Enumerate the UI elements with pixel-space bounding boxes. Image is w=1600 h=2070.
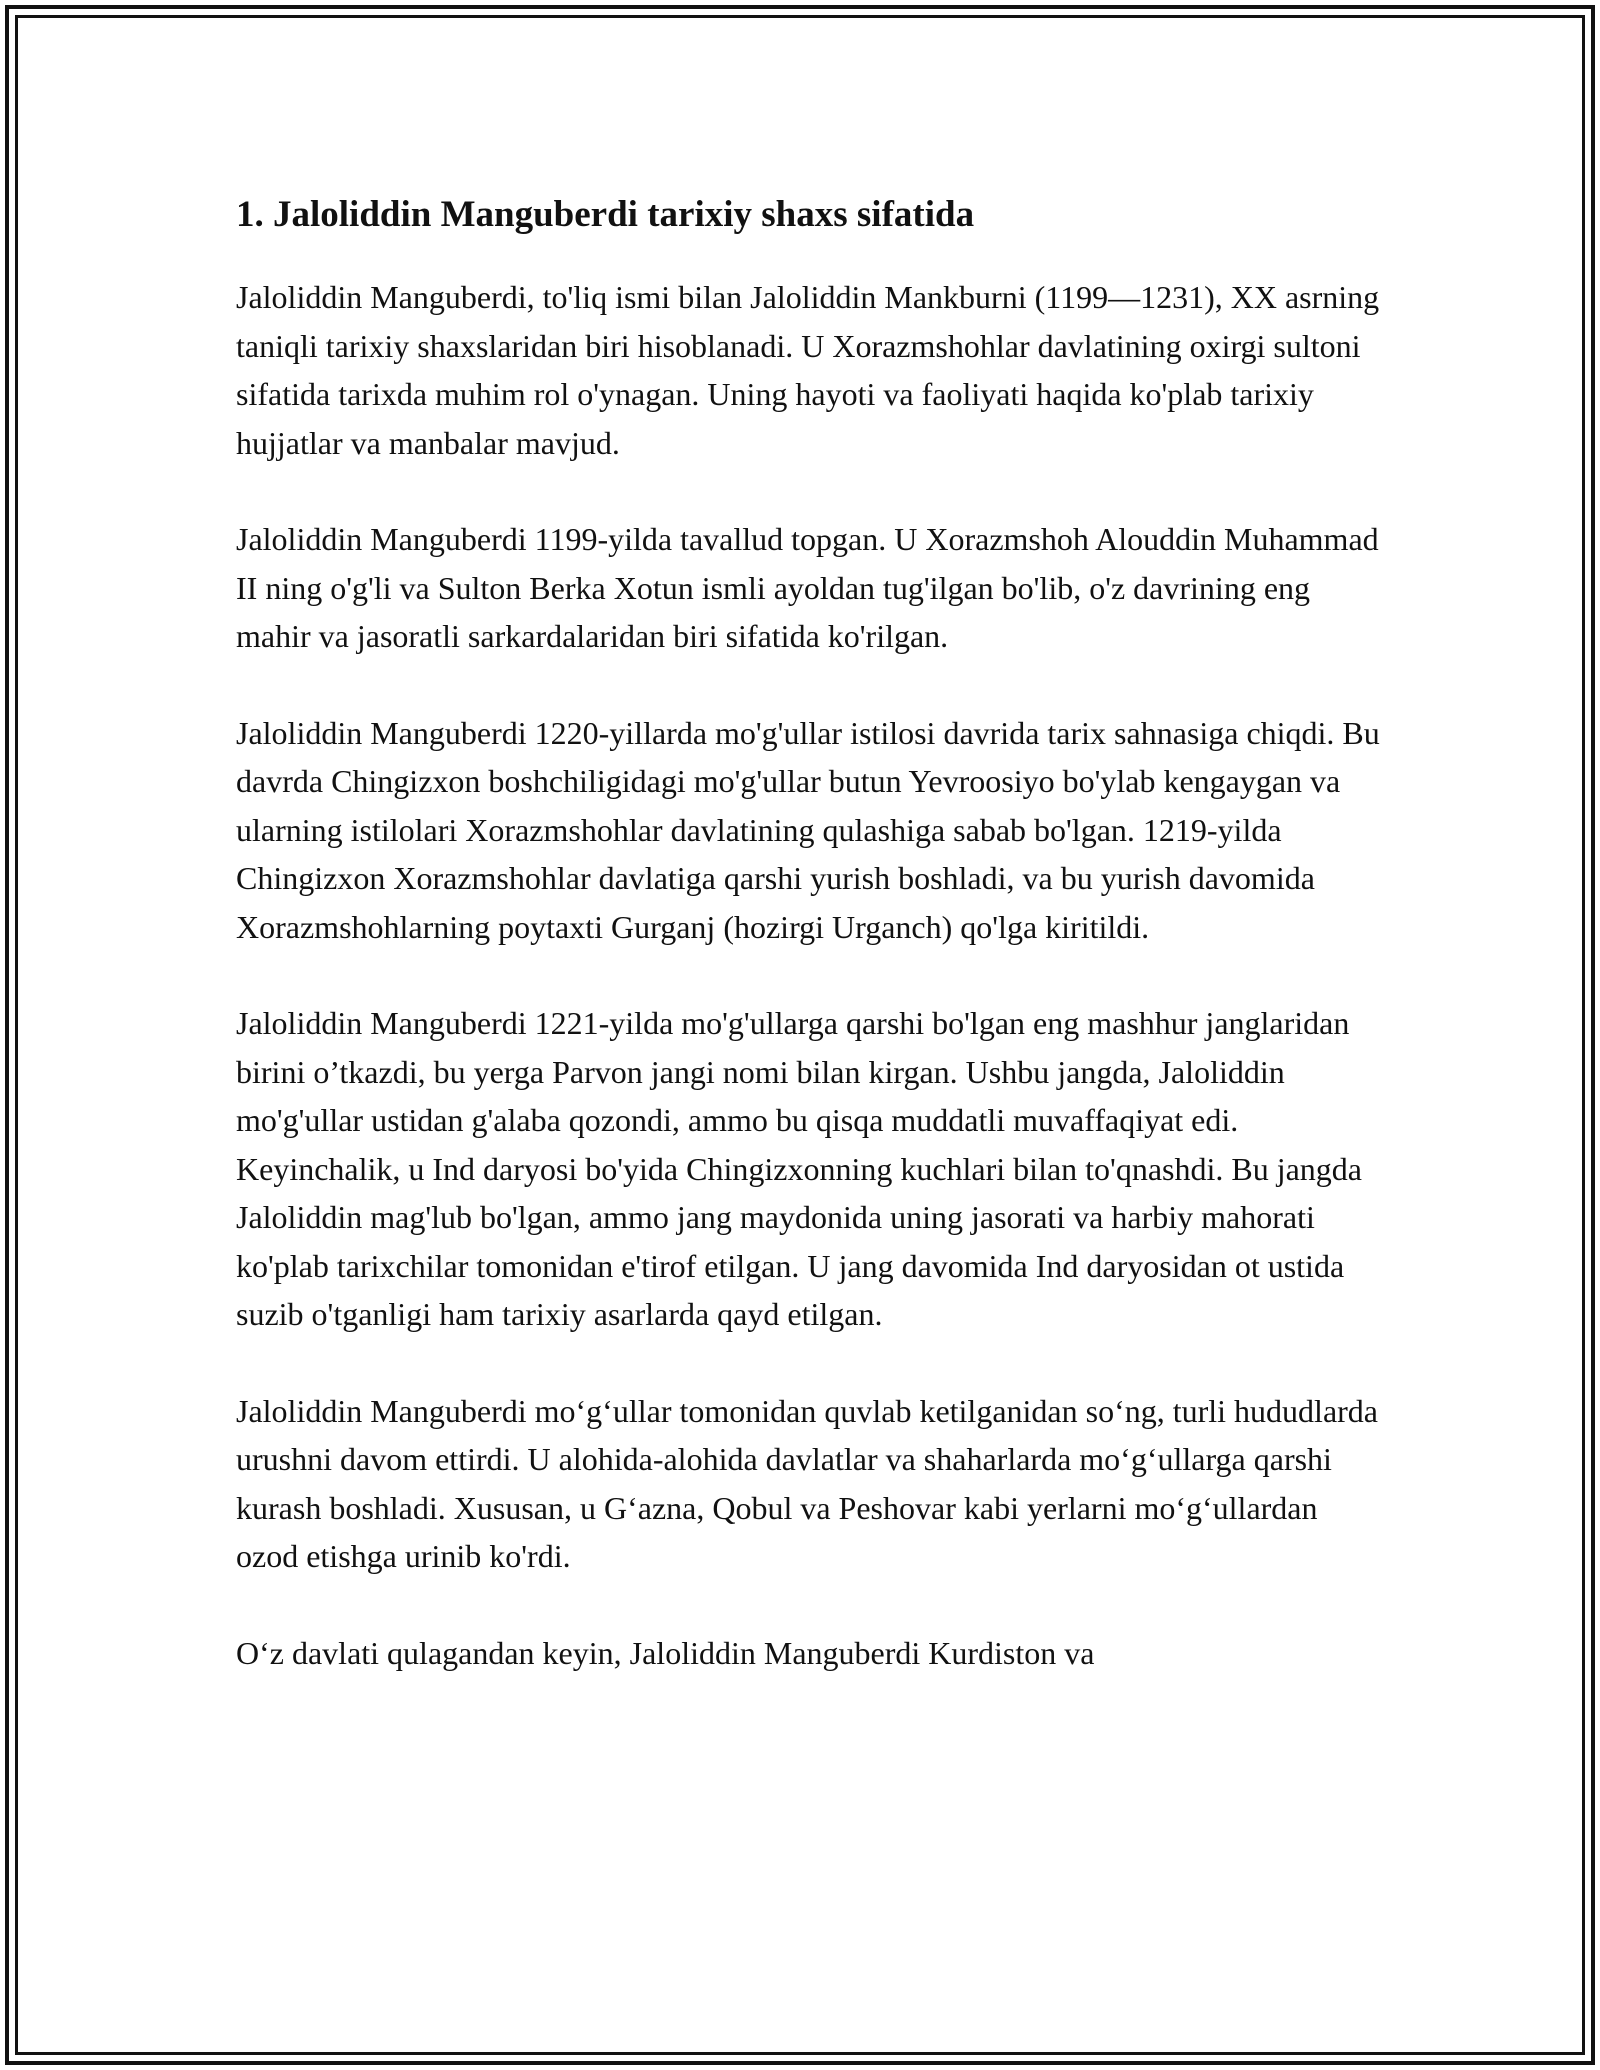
paragraph-after-fall: O‘z davlati qulagandan keyin, Jaloliddin Manguberdi Kurdiston va xyxy=(236,1634,1095,1671)
paragraph-birth: Jaloliddin Manguberdi 1199-yilda tavallud topgan. U Xorazmshoh Alouddin Muhammad II ning o'g'li va Sulton Berka Xotun ismli ayoldan tug'ilgan bo'lib, o'z davrining eng mahir va jasoratli sarkardalaridan biri sifatida ko'rilgan. xyxy=(236,521,1379,654)
paragraph-continued-war: Jaloliddin Manguberdi mo‘g‘ullar tomonidan quvlab ketilganidan so‘ng, turli hududlarda urushni davom ettirdi. U alohida-alohida davlatlar va shaharlarda mo‘g‘ullarga qarshi kurash boshladi. Xususan, u G‘azna, Qobul va Peshovar kabi yerlarni mo‘g‘ullardan ozod etishga urinib ko'rdi. xyxy=(236,1392,1378,1574)
paragraph-intro: Jaloliddin Manguberdi, to'liq ismi bilan Jaloliddin Mankburni (1199—1231), XX asrning taniqli tarixiy shaxslaridan biri hisoblanadi. U Xorazmshohlar davlatining oxirgi sultoni sifatida tarixda muhim rol o'ynagan. Uning hayoti va faoliyati haqida ko'plab tarixiy hujjatlar va manbalar mavjud. xyxy=(236,279,1380,461)
document-body xyxy=(236,187,1386,1725)
paragraph-mongol-invasion: Jaloliddin Manguberdi 1220-yillarda mo'g'ullar istilosi davrida tarix sahnasiga chiqdi. Bu davrda Chingizxon boshchiligidagi mo'g'ullar butun Yevroosiyo bo'ylab kengaygan va ularning istilolari Xorazmshohlar davlatining qulashiga sabab bo'lgan. 1219-yilda Chingizxon Xorazmshohlar davlatiga qarshi yurish boshladi, va bu yurish davomida Xorazmshohlarning poytaxti Gurganj (hozirgi Urganch) qo'lga kiritildi. xyxy=(236,714,1380,945)
paragraph-battles: Jaloliddin Manguberdi 1221-yilda mo'g'ullarga qarshi bo'lgan eng mashhur janglaridan birini o’tkazdi, bu yerga Parvon jangi nomi bilan kirgan. Ushbu jangda, Jaloliddin mo'g'ullar ustidan g'alaba qozondi, ammo bu qisqa muddatli muvaffaqiyat edi. Keyinchalik, u Ind daryosi bo'yida Chingizxonning kuchlari bilan to'qnashdi. Bu jangda Jaloliddin mag'lub bo'lgan, ammo jang maydonida uning jasorati va harbiy mahorati ko'plab tarixchilar tomonidan e'tirof etilgan. U jang davomida Ind daryosidan ot ustida suzib o'tganligi ham tarixiy asarlarda qayd etilgan. xyxy=(236,1005,1362,1332)
section-heading: 1. Jaloliddin Manguberdi tarixiy shaxs sifatida xyxy=(236,194,975,235)
